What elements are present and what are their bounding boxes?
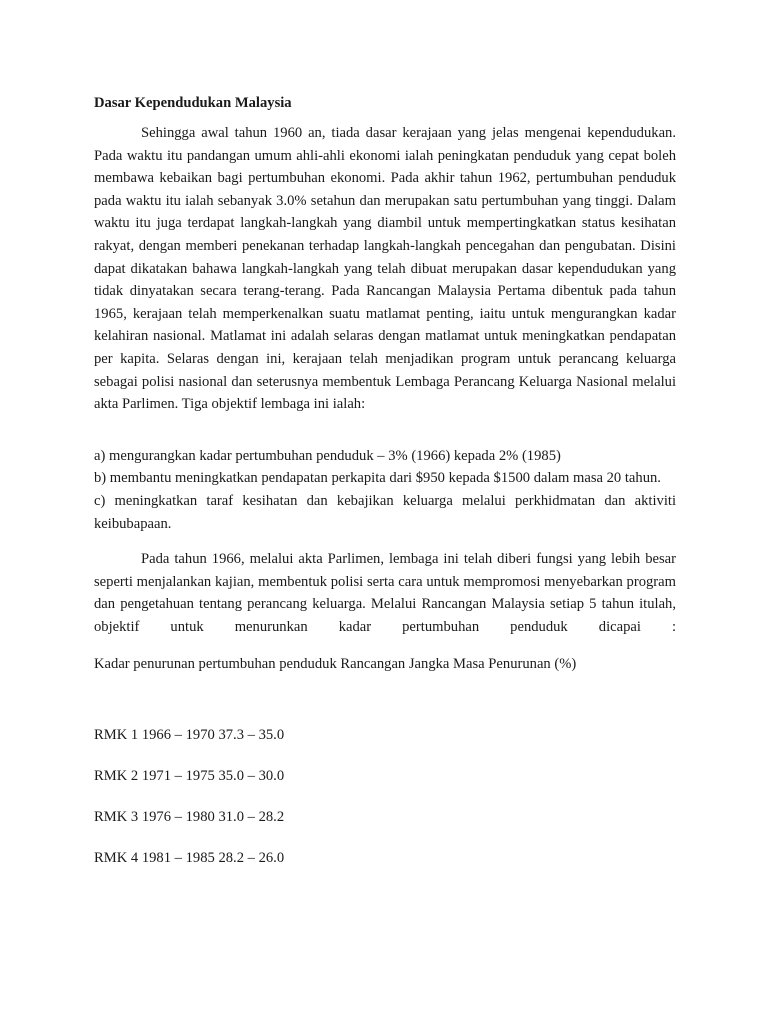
document-page <box>94 92 676 869</box>
list-item: c) meningkatkan taraf kesihatan dan kebajikan keluarga melalui perkhidmatan dan aktiviti keibubapaan. <box>94 492 676 532</box>
document-title: Dasar Kependudukan Malaysia <box>94 95 292 111</box>
rmk-row: RMK 2 1971 – 1975 35.0 – 30.0 <box>94 768 285 785</box>
paragraph-second: Pada tahun 1966, melalui akta Parlimen, lembaga ini telah diberi fungsi yang lebih besar seperti menjalankan kajian, membentuk polisi serta cara untuk mempromosi menyebarkan program dan pengetahuan tentang perancang keluarga. Melalui Rancangan Malaysia setiap 5 tahun itulah, objektif untuk menurunkan kadar pertumbuhan penduduk dicapai : <box>94 551 676 635</box>
rmk-row: RMK 4 1981 – 1985 28.2 – 26.0 <box>94 850 285 867</box>
list-item: a) mengurangkan kadar pertumbuhan penduduk – 3% (1966) kepada 2% (1985) <box>94 447 561 464</box>
rmk-row: RMK 3 1976 – 1980 31.0 – 28.2 <box>94 809 285 826</box>
table-caption: Kadar penurunan pertumbuhan penduduk Rancangan Jangka Masa Penurunan (%) <box>94 656 577 673</box>
list-item: b) membantu meningkatkan pendapatan perkapita dari $950 kepada $1500 dalam masa 20 tahun. <box>94 470 661 487</box>
paragraph-intro: Sehingga awal tahun 1960 an, tiada dasar kerajaan yang jelas mengenai kependudukan. Pada waktu itu pandangan umum ahli-ahli ekonomi ialah peningkatan penduduk yang cepat boleh membawa kebaikan bagi pertumbuhan ekonomi. Pada akhir tahun 1962, pertumbuhan penduduk pada waktu itu ialah sebanyak 3.0% setahun dan merupakan satu pertumbuhan yang tinggi. Dalam waktu itu juga terdapat langkah-langkah yang diambil untuk mempertingkatkan status kesihatan rakyat, dengan memberi penekanan terhadap langkah-langkah pencegahan dan pengubatan. Disini dapat dikatakan bahawa langkah-langkah yang telah dibuat merupakan dasar kependudukan yang tidak dinyatakan secara terang-terang. Pada Rancangan Malaysia Pertama dibentuk pada tahun 1965, kerajaan telah memperkenalkan suatu matlamat penting, iaitu untuk mengurangkan kadar kelahiran nasional. Matlamat ini adalah selaras dengan matlamat untuk meningkatkan pendapatan per kapita. Selaras dengan ini, kerajaan telah menjadikan program untuk perancang keluarga sebagai polisi nasional dan seterusnya membentuk Lembaga Perancang Keluarga Nasional melalui akta Parlimen. Tiga objektif lembaga ini ialah: <box>94 125 676 413</box>
rmk-row: RMK 1 1966 – 1970 37.3 – 35.0 <box>94 727 285 744</box>
objectives-list <box>94 445 676 535</box>
